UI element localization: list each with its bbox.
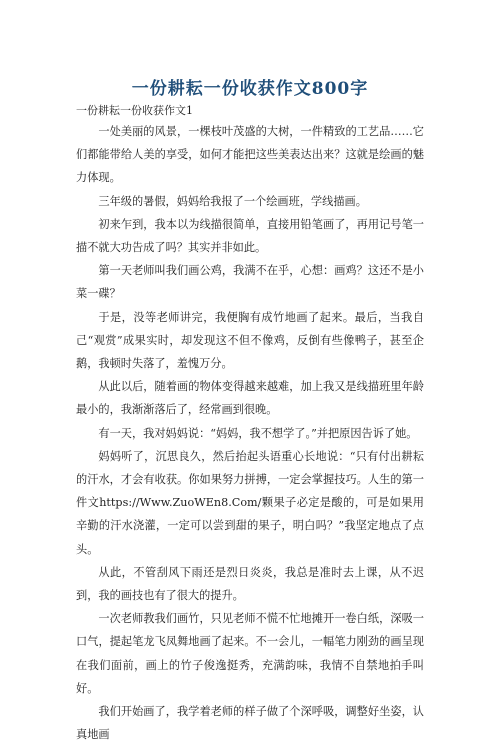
paragraph: 一次老师教我们画竹，只见老师不慌不忙地摊开一卷白纸，深吸一口气，提起笔龙飞凤舞地画了起来。不一会儿，一幅笔力刚劲的画呈现在我们面前，画上的竹子俊逸挺秀，充满韵味，我情不自禁地拍手叫好。 xyxy=(76,612,424,695)
paragraph: 初来乍到，我本以为线描很简单，直接用铅笔画了，再用记号笔一描不就大功告成了吗？其实并非如此。 xyxy=(76,217,424,255)
paragraph: 我们开始画了，我学着老师的样子做了个深呼吸，调整好坐姿，认真地画 xyxy=(76,705,424,742)
paragraph: 从此，不管刮风下雨还是烈日炎炎，我总是准时去上课，从不迟到，我的画技也有了很大的提升。 xyxy=(76,565,424,603)
paragraph: 一处美丽的风景，一棵枝叶茂盛的大树，一件精致的工艺品……它们都能带给人美的享受，如何才能把这些美表达出来？这就是绘画的魅力体现。 xyxy=(76,125,424,185)
paragraph: 于是，没等老师讲完，我便胸有成竹地画了起来。最后，当我自己“观赏”成果实时，却发现这不但不像鸡，反倒有些像鸭子，甚至企鹅，我顿时失落了，羞愧万分。 xyxy=(76,310,424,371)
essay-body xyxy=(76,120,424,746)
paragraph: 妈妈听了，沉思良久，然后抬起头语重心长地说：“只有付出耕耘的汗水，才会有收获。你如果努力拼搏，一定会掌握技巧。人生的第一件文https://Www.ZuoWEn8.Com/颗果子必定是酸的，可是如果用辛勤的汗水浇灌，一定可以尝到甜的果子，明白吗？”我坚定地点了点头。 xyxy=(76,449,424,556)
paragraph: 第一天老师叫我们画公鸡，我满不在乎，心想：画鸡？这还不是小菜一碟？ xyxy=(76,264,424,301)
essay-subtitle: 一份耕耘一份收获作文1 xyxy=(76,104,193,117)
paragraph: 三年级的暑假，妈妈给我报了一个绘画班，学线描画。 xyxy=(98,194,367,208)
paragraph: 有一天，我对妈妈说：“妈妈，我不想学了。”并把原因告诉了她。 xyxy=(98,426,418,440)
paragraph: 从此以后，随着画的物体变得越来越难，加上我又是线描班里年龄最小的，我渐渐落后了，经常画到很晚。 xyxy=(76,380,424,417)
document-title: 一份耕耘一份收获作文800字 xyxy=(131,79,369,99)
